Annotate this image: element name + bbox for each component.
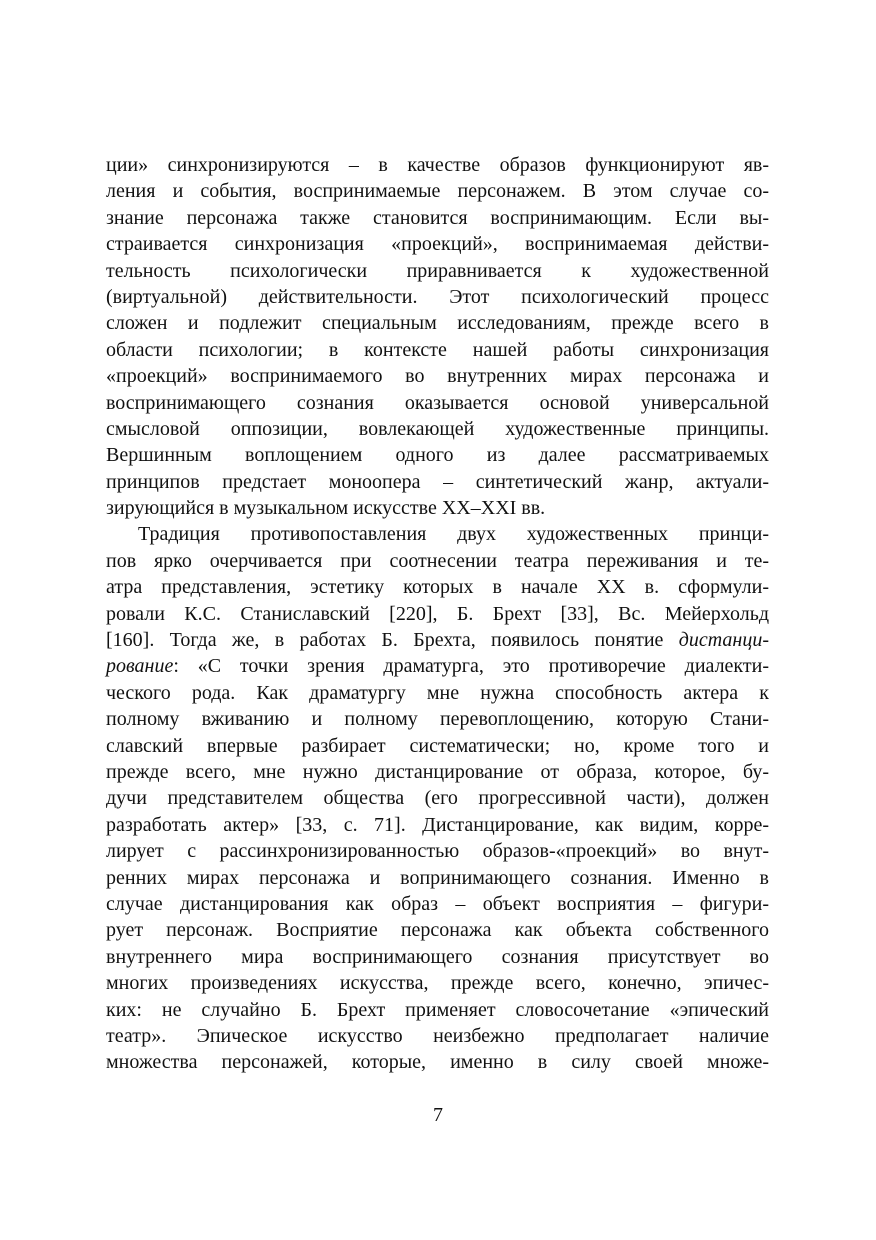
- page-number: 7: [433, 1104, 443, 1126]
- text-line: ления и события, воспринимаемые персонажем. В этом случае со-: [106, 180, 769, 203]
- text-line: ции» синхронизируются – в качестве образов функционируют яв-: [106, 154, 769, 176]
- text-line: знание персонажа также становится воспринимающим. Если вы-: [106, 206, 769, 229]
- text-line: дучи представителем общества (его прогрессивной части), должен: [106, 787, 769, 810]
- text-line: множества персонажей, которые, именно в силу своей множе-: [106, 1051, 769, 1074]
- text-line: атра представления, эстетику которых в начале XX в. сформули-: [106, 576, 769, 599]
- text-line: лирует с рассинхронизированностью образов-«проекций» во внут-: [106, 840, 769, 863]
- text-line: ровали К.С. Станиславский [220], Б. Брехт [33], Вс. Мейерхольд: [106, 602, 769, 625]
- text-line: ренних мирах персонажа и вопринимающего сознания. Именно в: [106, 866, 769, 889]
- italic-term: дистанци-: [678, 629, 769, 652]
- text-line: славский впервые разбирает систематически; но, кроме того и: [106, 734, 769, 757]
- text-line: случае дистанцирования как образ – объект восприятия – фигури-: [106, 892, 769, 915]
- text-line: [106, 627, 769, 653]
- text-line: «проекций» воспринимаемого во внутренних мирах персонажа и: [106, 365, 769, 388]
- text-line: пов ярко очерчивается при соотнесении театра переживания и те-: [106, 549, 769, 572]
- text-line: воспринимающего сознания оказывается основой универсальной: [106, 391, 769, 414]
- text-line: полному вживанию и полному перевоплощению, которую Стани-: [106, 708, 769, 731]
- text-line: сложен и подлежит специальным исследованиям, прежде всего в: [106, 312, 769, 335]
- body-text: [106, 152, 769, 1076]
- text-span: [160]. Тогда же, в работах Б. Брехта, появилось понятие: [106, 629, 679, 652]
- text-line: страивается синхронизация «проекций», воспринимаемая действи-: [106, 233, 769, 256]
- text-line: смысловой оппозиции, вовлекающей художественные принципы.: [106, 417, 769, 440]
- paragraph: [106, 152, 769, 521]
- text-line: театр». Эпическое искусство неизбежно предполагает наличие: [106, 1024, 769, 1047]
- text-line: зирующийся в музыкальном искусстве XX–XXI вв.: [106, 497, 546, 520]
- text-line: Вершинным воплощением одного из далее рассматриваемых: [106, 444, 769, 467]
- text-line: внутреннего мира воспринимающего сознания присутствует во: [106, 945, 769, 968]
- text-line: рует персонаж. Восприятие персонажа как объекта собственного: [106, 919, 769, 942]
- text-line: разработать актер» [33, с. 71]. Дистанцирование, как видим, корре-: [106, 813, 769, 836]
- paragraph: [106, 521, 769, 1075]
- text-line: ких: не случайно Б. Брехт применяет словосочетание «эпический: [106, 998, 769, 1021]
- text-line: прежде всего, мне нужно дистанцирование от образа, которое, бу-: [106, 760, 769, 783]
- text-line: тельность психологически приравнивается к художественной: [106, 259, 769, 282]
- text-line: [106, 653, 769, 679]
- text-span: : «С точки зрения драматурга, это противоречие диалекти-: [173, 655, 769, 678]
- text-line: принципов предстает моноопера – синтетический жанр, актуали-: [106, 470, 769, 493]
- text-line: ческого рода. Как драматургу мне нужна способность актера к: [106, 681, 769, 704]
- text-line: Традиция противопоставления двух художественных принци-: [138, 523, 769, 546]
- italic-term: рование: [106, 655, 174, 678]
- text-line: многих произведениях искусства, прежде всего, конечно, эпичес-: [106, 972, 769, 995]
- text-line: (виртуальной) действительности. Этот психологический процесс: [106, 285, 769, 308]
- text-line: области психологии; в контексте нашей работы синхронизация: [106, 338, 769, 361]
